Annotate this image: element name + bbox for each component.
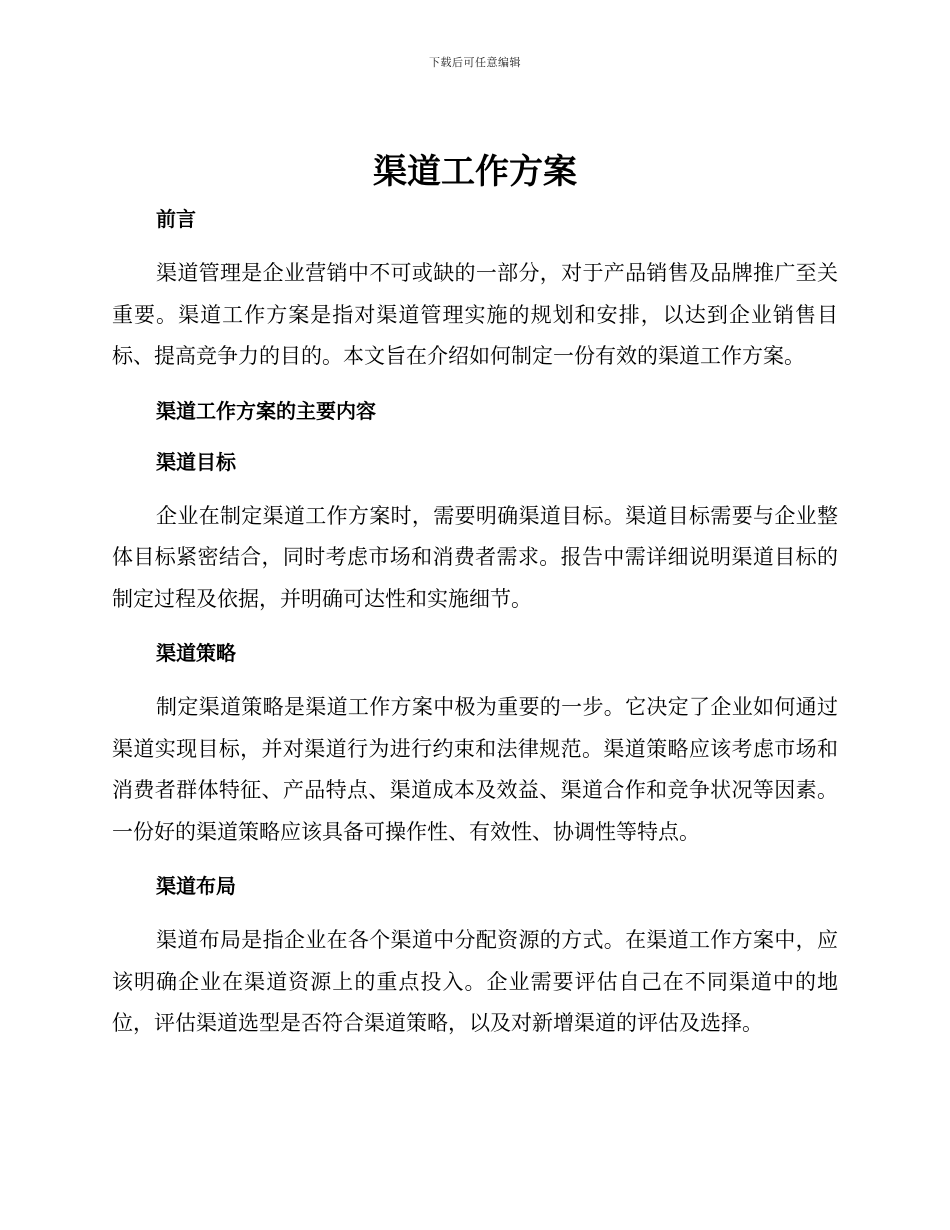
- document-body: [112, 202, 838, 1045]
- section-heading-preface: 前言: [156, 207, 196, 231]
- header-note: 下载后可任意编辑: [429, 56, 521, 69]
- section-paragraph-channel-goals: 企业在制定渠道工作方案时，需要明确渠道目标。渠道目标需要与企业整体目标紧密结合，同时考虑市场和消费者需求。报告中需详细说明渠道目标的制定过程及依据，并明确可达性和实施细节。: [112, 503, 838, 611]
- section-paragraph-preface: 渠道管理是企业营销中不可或缺的一部分，对于产品销售及品牌推广至关重要。渠道工作方案是指对渠道管理实施的规划和安排，以达到企业销售目标、提高竞争力的目的。本文旨在介绍如何制定一份有效的渠道工作方案。: [112, 261, 838, 368]
- section-paragraph-channel-strategy: 制定渠道策略是渠道工作方案中极为重要的一步。它决定了企业如何通过渠道实现目标，并对渠道行为进行约束和法律规范。渠道策略应该考虑市场和消费者群体特征、产品特点、渠道成本及效益、渠道合作和竞争状况等因素。一份好的渠道策略应该具备可操作性、有效性、协调性等特点。: [112, 695, 838, 844]
- section-heading-channel-goals: 渠道目标: [156, 449, 236, 474]
- section-paragraph-channel-layout: 渠道布局是指企业在各个渠道中分配资源的方式。在渠道工作方案中，应该明确企业在渠道资源上的重点投入。企业需要评估自己在不同渠道中的地位，评估渠道选型是否符合渠道策略，以及对新增渠道的评估及选择。: [112, 928, 838, 1035]
- section-heading-channel-layout: 渠道布局: [156, 874, 236, 898]
- document-title: 渠道工作方案: [373, 152, 577, 192]
- section-heading-channel-strategy: 渠道策略: [156, 641, 236, 665]
- section-heading-main-content: 渠道工作方案的主要内容: [156, 398, 376, 423]
